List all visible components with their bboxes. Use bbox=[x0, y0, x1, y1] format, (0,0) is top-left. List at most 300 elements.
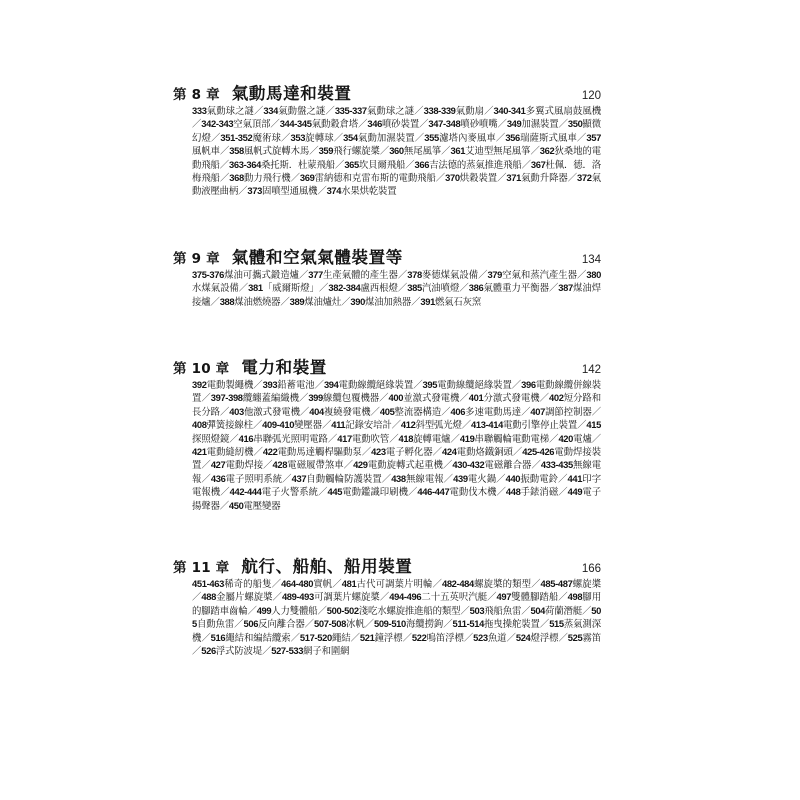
entry-title: 電動烙鐵銅頭 bbox=[456, 447, 513, 459]
contents-entry bbox=[494, 106, 601, 117]
entry-number: 389 bbox=[289, 295, 305, 307]
entry-title: 螺旋槳 bbox=[572, 579, 601, 590]
entry-title: 稀奇的船隻 bbox=[223, 579, 272, 590]
contents-entry bbox=[271, 646, 349, 657]
entry-number: 366 bbox=[414, 158, 430, 170]
entry-title: 飛行螺旋槳 bbox=[333, 146, 380, 158]
contents-entry bbox=[262, 420, 322, 431]
entry-number: 527-533 bbox=[271, 645, 304, 657]
entry-separator: ／ bbox=[272, 592, 282, 604]
entry-separator: ／ bbox=[432, 447, 442, 459]
contents-entry bbox=[568, 633, 601, 644]
entry-title: 氣動升降器 bbox=[521, 173, 568, 185]
entry-separator: ／ bbox=[407, 487, 418, 499]
entry-number: 400 bbox=[388, 392, 404, 404]
contents-entry bbox=[450, 407, 521, 418]
chapter-9-section bbox=[173, 244, 601, 309]
contents-entry bbox=[420, 297, 481, 308]
entry-title: 繩結 bbox=[331, 632, 351, 644]
entry-separator: ／ bbox=[333, 132, 344, 144]
contents-entry bbox=[229, 146, 309, 157]
entry-number: 333 bbox=[192, 105, 207, 116]
chapter-page-number: 120 bbox=[581, 90, 601, 102]
contents-entry bbox=[389, 393, 460, 404]
contents-entry bbox=[506, 474, 558, 485]
entry-number: 404 bbox=[309, 405, 324, 417]
entry-separator: ／ bbox=[576, 132, 587, 144]
entry-title: 荷蘭潛艇 bbox=[545, 605, 583, 617]
entry-title: 雷納德和克雷布斯的電動飛船 bbox=[314, 173, 436, 185]
entry-separator: ／ bbox=[402, 632, 412, 644]
entry-title: 氣動加濕裝置 bbox=[357, 132, 415, 144]
contents-entry bbox=[417, 487, 496, 498]
entry-title: 鉛蓄電池 bbox=[277, 380, 315, 391]
entry-separator: ／ bbox=[391, 420, 401, 432]
entry-number: 344-345 bbox=[279, 118, 312, 130]
entry-number: 403 bbox=[229, 405, 244, 417]
entry-number: 525 bbox=[567, 631, 583, 643]
entry-number: 391 bbox=[420, 295, 435, 307]
entry-separator: ／ bbox=[238, 283, 249, 295]
entry-separator: ／ bbox=[332, 579, 342, 590]
entry-title: 他激式發電機 bbox=[243, 406, 300, 418]
entry-number: 416 bbox=[238, 432, 254, 444]
contents-entry bbox=[424, 133, 496, 144]
chapter-8-section bbox=[173, 80, 601, 199]
entry-separator: ／ bbox=[253, 106, 264, 117]
entry-separator: ／ bbox=[558, 487, 568, 499]
entry-separator: ／ bbox=[253, 447, 263, 459]
entry-separator: ／ bbox=[530, 146, 540, 158]
entry-title: 探照燈鏡 bbox=[192, 433, 230, 445]
entry-number: 437 bbox=[291, 472, 307, 484]
contents-entry bbox=[211, 633, 291, 644]
entry-separator: ／ bbox=[591, 433, 602, 445]
entry-separator: ／ bbox=[263, 460, 273, 472]
entry-number: 421 bbox=[192, 446, 207, 458]
contents-entry bbox=[423, 380, 512, 391]
contents-entry bbox=[282, 592, 380, 603]
entry-separator: ／ bbox=[321, 420, 332, 432]
entry-number: 441 bbox=[567, 472, 583, 484]
contents-entry bbox=[445, 173, 497, 184]
contents-entry bbox=[471, 420, 577, 431]
contents-entry bbox=[211, 460, 263, 471]
contents-entry bbox=[229, 160, 335, 171]
contents-entry bbox=[558, 434, 591, 445]
entry-separator: ／ bbox=[364, 619, 374, 631]
contents-entry bbox=[367, 119, 419, 130]
entry-separator: ／ bbox=[506, 632, 516, 644]
contents-entry bbox=[201, 646, 262, 657]
entry-separator: ／ bbox=[261, 646, 272, 658]
entry-title: 人力雙體船 bbox=[271, 605, 318, 617]
chapter-number: 第 8 章 bbox=[173, 87, 220, 103]
entry-number: 402 bbox=[548, 392, 564, 404]
contents-entry bbox=[442, 579, 531, 590]
entry-number: 385 bbox=[407, 282, 422, 294]
entry-title: 氣動球之謎 bbox=[366, 106, 415, 117]
chapter-heading bbox=[173, 553, 601, 576]
chapter-heading bbox=[173, 244, 601, 267]
entry-title: 實帆 bbox=[313, 579, 333, 590]
entry-separator: ／ bbox=[521, 159, 531, 171]
contents-entry bbox=[335, 106, 414, 117]
entry-separator: ／ bbox=[210, 132, 221, 144]
entry-title: 固噴型通風機 bbox=[261, 186, 318, 198]
entry-number: 369 bbox=[299, 172, 315, 184]
entry-number: 380 bbox=[586, 269, 601, 280]
entry-separator: ／ bbox=[511, 380, 522, 391]
chapter-contents-list bbox=[192, 269, 601, 309]
contents-entry bbox=[452, 460, 531, 471]
entry-title: 氣體重力平衡器 bbox=[483, 283, 549, 295]
contents-entry bbox=[229, 173, 290, 184]
entry-title: 燈浮標 bbox=[530, 632, 559, 644]
entry-separator: ／ bbox=[192, 119, 202, 131]
entry-title: 生產氣體的產生器 bbox=[322, 270, 398, 281]
entry-separator: ／ bbox=[314, 380, 324, 391]
entry-separator: ／ bbox=[379, 592, 390, 604]
entry-title: 氣動盤之謎 bbox=[278, 106, 326, 117]
contents-entry bbox=[453, 474, 496, 485]
entry-number: 423 bbox=[371, 446, 386, 458]
contents-entry bbox=[211, 474, 282, 485]
entry-separator: ／ bbox=[201, 460, 211, 472]
entry-separator: ／ bbox=[497, 173, 507, 185]
entry-number: 334 bbox=[263, 105, 278, 116]
contents-entry bbox=[308, 393, 379, 404]
contents-entry bbox=[319, 146, 380, 157]
entry-separator: ／ bbox=[234, 619, 244, 631]
entry-title: 濾塔內麥風車 bbox=[438, 132, 496, 144]
entry-title: 線纜包覆機器 bbox=[322, 393, 380, 405]
entry-separator: ／ bbox=[591, 406, 601, 418]
entry-number: 417 bbox=[337, 432, 352, 444]
entry-number: 500-502 bbox=[326, 604, 359, 616]
chapter-page-number: 134 bbox=[581, 254, 601, 266]
contents-entry bbox=[220, 133, 281, 144]
entry-separator: ／ bbox=[319, 283, 329, 295]
entry-title: 桑托斯．杜蒙飛船 bbox=[261, 159, 336, 171]
entry-number: 388 bbox=[219, 295, 235, 307]
entry-separator: ／ bbox=[219, 146, 230, 158]
chapter-title: 氣動馬達和裝置 bbox=[231, 84, 352, 103]
entry-number: 422 bbox=[262, 446, 278, 458]
contents-entry bbox=[309, 407, 370, 418]
entry-number: 340-341 bbox=[493, 105, 526, 116]
entry-separator: ／ bbox=[379, 146, 390, 158]
entry-separator: ／ bbox=[309, 146, 319, 158]
entry-number: 387 bbox=[558, 282, 573, 294]
entry-separator: ／ bbox=[558, 632, 568, 644]
entry-title: 電磁履帶煞車 bbox=[287, 460, 344, 472]
entry-title: 風帆式旋轉木馬 bbox=[243, 146, 310, 158]
entry-separator: ／ bbox=[280, 296, 290, 308]
entry-number: 378 bbox=[407, 269, 422, 280]
entry-number: 499 bbox=[256, 604, 272, 616]
entry-number: 346 bbox=[367, 118, 382, 130]
entry-number: 359 bbox=[318, 145, 334, 157]
contents-entry bbox=[273, 460, 344, 471]
contents-entry bbox=[211, 393, 299, 404]
entry-separator: ／ bbox=[512, 447, 523, 459]
entry-title: 無尾風箏 bbox=[403, 146, 442, 158]
entry-number: 433-435 bbox=[540, 459, 573, 471]
entry-number: 372 bbox=[577, 172, 592, 184]
chapter-10-section bbox=[173, 354, 601, 513]
entry-number: 374 bbox=[326, 185, 342, 197]
entry-title: 噴砂裝置 bbox=[381, 119, 420, 131]
entry-separator: ／ bbox=[201, 473, 211, 485]
entry-number: 428 bbox=[272, 459, 288, 471]
entry-separator: ／ bbox=[253, 380, 263, 391]
entry-number: 449 bbox=[567, 486, 583, 498]
entry-number: 440 bbox=[505, 472, 521, 484]
contents-entry bbox=[327, 186, 397, 197]
entry-number: 375-376 bbox=[192, 269, 224, 280]
contents-entry bbox=[327, 487, 408, 498]
contents-entry bbox=[371, 447, 433, 458]
entry-separator: ／ bbox=[219, 159, 230, 171]
entry-number: 408 bbox=[192, 419, 207, 431]
entry-number: 411 bbox=[331, 419, 346, 431]
entry-number: 368 bbox=[229, 172, 244, 184]
entry-title: 自動魚雷 bbox=[196, 619, 235, 631]
chapter-heading bbox=[173, 80, 601, 103]
entry-separator: ／ bbox=[379, 393, 389, 405]
entry-title: 「威爾斯燈」 bbox=[262, 283, 319, 295]
entry-title: 彈簧接線柱 bbox=[206, 420, 253, 432]
contents-entry bbox=[257, 606, 318, 617]
entry-separator: ／ bbox=[531, 579, 541, 590]
entry-title: 腳用的腳踏車齒輪 bbox=[192, 592, 602, 617]
entry-separator: ／ bbox=[413, 380, 423, 391]
entry-separator: ／ bbox=[298, 393, 309, 405]
contents-entry bbox=[380, 407, 441, 418]
entry-number: 407 bbox=[530, 405, 546, 417]
chapter-contents-list bbox=[192, 105, 601, 199]
entry-title: 氣動球之謎 bbox=[206, 106, 254, 117]
contents-entry bbox=[263, 106, 325, 117]
entry-title: 煤油爐灶 bbox=[304, 296, 342, 308]
entry-title: 電動製繩機 bbox=[206, 380, 254, 391]
chapter-heading bbox=[173, 354, 601, 377]
contents-entry bbox=[424, 106, 484, 117]
entry-number: 335-337 bbox=[334, 105, 367, 116]
entry-separator: ／ bbox=[325, 106, 335, 117]
entry-separator: ／ bbox=[459, 283, 469, 295]
entry-title: 自動觸輪防護裝置 bbox=[306, 473, 382, 485]
entry-title: 坎貝爾飛船 bbox=[358, 159, 406, 171]
entry-separator: ／ bbox=[405, 159, 415, 171]
entry-number: 397-398 bbox=[210, 392, 243, 404]
contents-entry bbox=[290, 297, 342, 308]
entry-separator: ／ bbox=[271, 579, 282, 590]
entry-title: 顯微幻燈 bbox=[192, 119, 601, 144]
entry-separator: ／ bbox=[463, 632, 474, 644]
entry-number: 349 bbox=[506, 118, 522, 130]
entry-number: 370 bbox=[445, 172, 460, 184]
entry-title: 電動旋轉式起重機 bbox=[367, 460, 443, 472]
entry-number: 504 bbox=[530, 604, 546, 616]
entry-title: 電動線纜絕緣裝置 bbox=[338, 380, 414, 391]
entry-title: 手錶消磁 bbox=[520, 487, 559, 499]
entry-number: 377 bbox=[308, 269, 323, 280]
contents-entry bbox=[469, 283, 549, 294]
entry-title: 串聯觸輪電動電梯 bbox=[474, 433, 550, 445]
entry-separator: ／ bbox=[435, 173, 446, 185]
entry-separator: ／ bbox=[443, 619, 453, 631]
entry-number: 362 bbox=[539, 145, 555, 157]
entry-separator: ／ bbox=[414, 106, 424, 117]
entry-number: 379 bbox=[487, 269, 503, 280]
chapter-number: 第 10 章 bbox=[173, 361, 230, 377]
entry-title: 風帆車 bbox=[192, 146, 220, 158]
entry-separator: ／ bbox=[459, 393, 469, 405]
entry-title: 反向離合器 bbox=[258, 619, 305, 631]
contents-entry bbox=[428, 119, 497, 130]
entry-separator: ／ bbox=[361, 447, 372, 459]
contents-entry bbox=[451, 146, 531, 157]
entry-number: 464-480 bbox=[281, 578, 314, 589]
contents-entry bbox=[243, 619, 304, 630]
entry-number: 386 bbox=[468, 282, 484, 294]
entry-separator: ／ bbox=[484, 106, 494, 117]
entry-number: 427 bbox=[210, 459, 226, 471]
entry-separator: ／ bbox=[577, 270, 587, 281]
entry-title: 電火鍋 bbox=[467, 473, 497, 485]
entry-title: 吉法德的蒸氣推進飛船 bbox=[429, 159, 522, 171]
entry-separator: ／ bbox=[270, 119, 280, 131]
entry-number: 390 bbox=[350, 295, 365, 307]
entry-separator: ／ bbox=[210, 296, 220, 308]
entry-number: 526 bbox=[201, 645, 216, 657]
entry-title: 盧西根燈 bbox=[360, 283, 398, 295]
entry-number: 412 bbox=[400, 419, 416, 431]
chapter-title: 航行、船舶、船用裝置 bbox=[241, 557, 413, 576]
contents-entry bbox=[328, 283, 398, 294]
entry-separator: ／ bbox=[317, 186, 327, 198]
chapter-heading-left bbox=[173, 354, 327, 378]
entry-title: 串聯弧光照明電路 bbox=[253, 433, 328, 445]
entry-title: 電動吹管 bbox=[351, 433, 390, 445]
entry-separator: ／ bbox=[414, 132, 425, 144]
entry-separator: ／ bbox=[487, 592, 497, 604]
contents-entry bbox=[487, 270, 577, 281]
contents-entry bbox=[229, 407, 300, 418]
entry-separator: ／ bbox=[343, 460, 354, 472]
entry-separator: ／ bbox=[282, 473, 292, 485]
entry-title: 短分路和長分路 bbox=[192, 393, 601, 418]
entry-separator: ／ bbox=[549, 433, 559, 445]
entry-title: 振動電鈴 bbox=[520, 473, 559, 485]
contents-entry bbox=[453, 619, 540, 630]
entry-number: 515 bbox=[549, 618, 564, 630]
entry-title: 霧笛 bbox=[582, 632, 602, 644]
entry-number: 413-414 bbox=[471, 419, 504, 431]
contents-entry bbox=[300, 633, 351, 644]
entry-separator: ／ bbox=[443, 473, 454, 485]
entry-number: 448 bbox=[505, 486, 521, 498]
entry-number: 505 bbox=[192, 604, 602, 630]
entry-number: 342-343 bbox=[201, 118, 234, 130]
contents-entry bbox=[220, 297, 281, 308]
entry-number: 485-487 bbox=[540, 578, 573, 589]
entry-title: 電動線纜併線裝置 bbox=[192, 380, 601, 405]
entry-number: 438 bbox=[391, 472, 406, 484]
chapter-title: 電力和裝置 bbox=[241, 358, 327, 377]
entry-title: 二十五英呎汽艇 bbox=[421, 592, 488, 604]
entry-title: 螺旋槳的類型 bbox=[473, 579, 532, 590]
entry-title: 魚道 bbox=[487, 632, 507, 644]
contents-entry bbox=[324, 380, 413, 391]
contents-entry bbox=[308, 270, 398, 281]
entry-separator: ／ bbox=[358, 119, 368, 131]
entry-number: 424 bbox=[442, 446, 457, 458]
entry-separator: ／ bbox=[558, 473, 568, 485]
contents-entry bbox=[263, 380, 315, 391]
entry-title: 汽油噴燈 bbox=[421, 283, 460, 295]
entry-title: 電子孵化器 bbox=[385, 447, 433, 459]
entry-title: 煤油焊接爐 bbox=[192, 283, 601, 308]
entry-separator: ／ bbox=[341, 296, 351, 308]
entry-number: 439 bbox=[453, 472, 468, 484]
entry-separator: ／ bbox=[247, 605, 257, 617]
entry-title: 電動焊接 bbox=[225, 460, 264, 472]
entry-separator: ／ bbox=[219, 173, 230, 185]
contents-entry bbox=[281, 579, 332, 590]
entry-separator: ／ bbox=[558, 592, 568, 604]
entry-title: 電磁離合器 bbox=[484, 460, 532, 472]
entry-number: 521 bbox=[359, 631, 375, 643]
entry-separator: ／ bbox=[290, 632, 300, 644]
entry-number: 396 bbox=[521, 379, 536, 390]
entry-title: 電壓變器 bbox=[243, 500, 281, 512]
entry-number: 506 bbox=[243, 618, 259, 630]
entry-separator: ／ bbox=[496, 473, 506, 485]
entry-title: 電動引擎停止裝置 bbox=[503, 420, 578, 432]
entry-separator: ／ bbox=[252, 420, 263, 432]
contents-entry bbox=[342, 579, 433, 590]
chapter-heading-left bbox=[173, 244, 403, 268]
entry-separator: ／ bbox=[219, 406, 230, 418]
chapter-heading-left bbox=[173, 553, 412, 577]
entry-separator: ／ bbox=[192, 646, 202, 658]
entry-separator: ／ bbox=[478, 270, 488, 281]
contents-entry bbox=[442, 447, 513, 458]
contents-entry bbox=[414, 160, 521, 171]
entry-number: 517-520 bbox=[299, 631, 332, 643]
entry-title: 瑞薩斯式風車 bbox=[519, 132, 577, 144]
entry-number: 373 bbox=[247, 185, 262, 197]
entry-number: 358 bbox=[229, 145, 244, 157]
entry-separator: ／ bbox=[531, 460, 541, 472]
contents-entry bbox=[201, 592, 272, 603]
entry-separator: ／ bbox=[397, 283, 408, 295]
entry-number: 382-384 bbox=[328, 282, 361, 294]
contents-entry bbox=[280, 119, 358, 130]
contents-entry bbox=[239, 434, 328, 445]
entry-separator: ／ bbox=[460, 605, 470, 617]
entry-title: 狄桑地的電動飛船 bbox=[192, 146, 601, 171]
entry-title: 網子和圍網 bbox=[303, 646, 350, 658]
entry-number: 365 bbox=[344, 158, 359, 170]
contents-entry bbox=[389, 146, 441, 157]
entry-separator: ／ bbox=[432, 579, 442, 590]
contents-entry bbox=[314, 619, 365, 630]
entry-title: 電動伐木機 bbox=[449, 487, 497, 499]
